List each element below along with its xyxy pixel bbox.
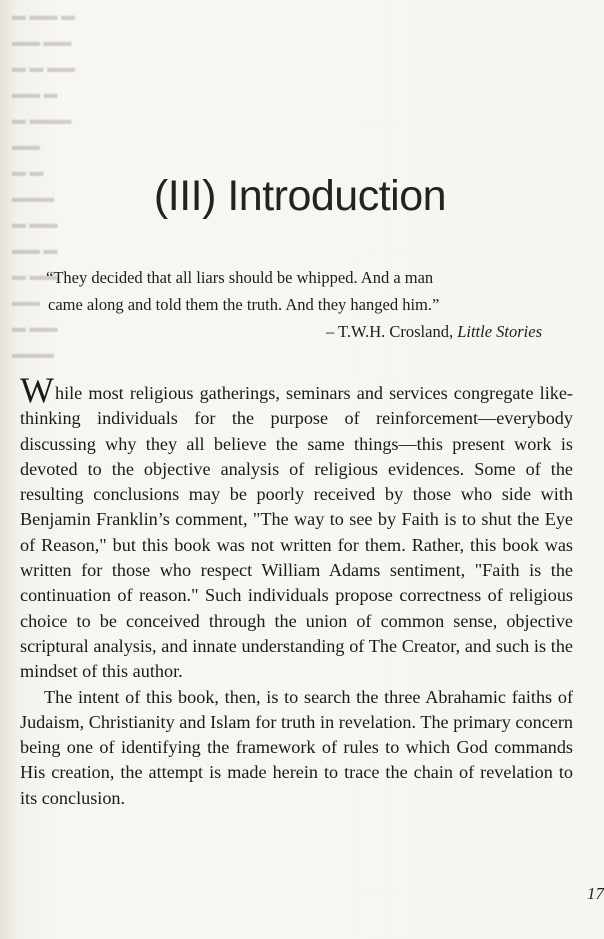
epigraph-line-2: came along and told them the truth. And they hanged him.” (48, 295, 440, 314)
paragraph-2: The intent of this book, then, is to search the three Abrahamic faiths of Judaism, Christianity and Islam for truth in revelation. The primary concern being one of identifying the framework of rules to which God commands His creation, the attempt is made herein to trace the chain of revelation to its conclusion. (20, 686, 573, 808)
paragraph-1 (20, 370, 573, 685)
bleed-through-text: ▬ ▬▬ ▬ ▬▬ ▬▬ ▬ ▬ ▬▬ ▬▬ ▬ ▬ ▬▬▬ ▬▬ ▬ ▬ ▬▬▬ ▬ ▬▬ ▬▬ ▬ ▬ ▬▬ ▬▬ ▬ ▬▬ ▬▬▬ (12, 9, 75, 362)
epigraph-line-1: “They decided that all liars should be whipped. And a man (46, 268, 434, 287)
chapter-title: (III) Introduction (153, 172, 447, 220)
epigraph-author: – T.W.H. Crosland, (325, 322, 458, 341)
page-number: 17 (587, 884, 604, 903)
drop-cap: W (20, 370, 54, 410)
epigraph-work-title: Little Stories (457, 322, 542, 341)
paragraph-1-text: hile most religious gatherings, seminars and services congregate like-thinking individuals for the purpose of reinforcement—everybody discussing why they all believe the same things—this present work is devoted to the objective analysis of religious evidences. Some of the resulting conclusions may be poorly received by those who side with Benjamin Franklin’s comment, "The way to see by Faith is to shut the Eye of Reason," but this book was not written for them. Rather, this book was written for those who respect William Adams sentiment, "Faith is the continuation of reason." Such individuals propose correctness of religious choice to be conceived through the union of common sense, objective scriptural analysis, and innate understanding of The Creator, and such is the mindset of this author. (20, 383, 573, 682)
body-text (20, 370, 573, 811)
epigraph (46, 264, 546, 345)
epigraph-attribution (46, 318, 546, 345)
